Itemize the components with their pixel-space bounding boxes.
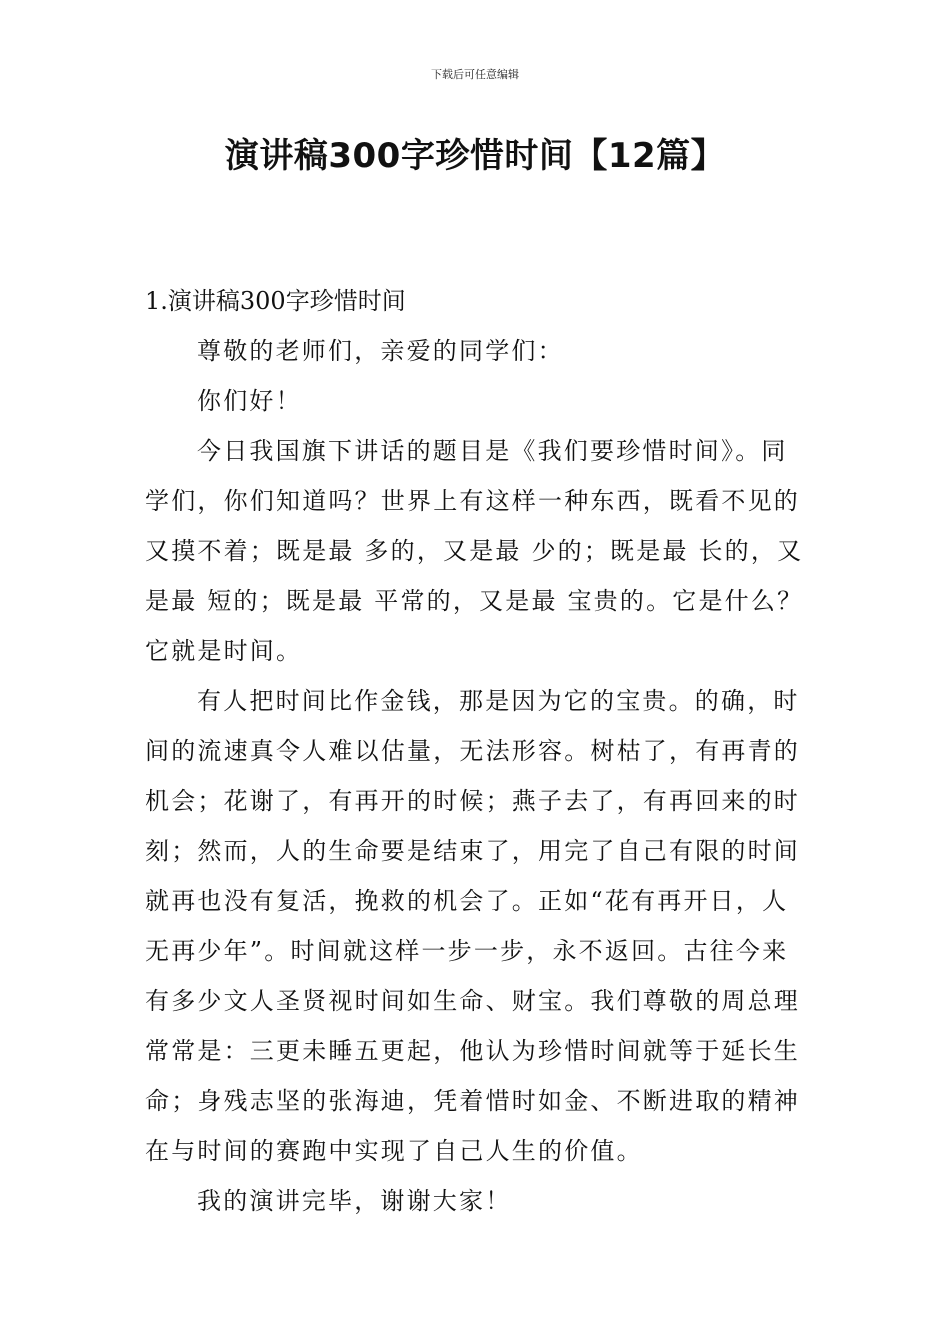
paragraph-line: 机会；花谢了，有再开的时候；燕子去了，有再回来的时 bbox=[145, 787, 800, 815]
paragraph-line: 它就是时间。 bbox=[145, 637, 303, 665]
paragraph-line: 无再少年”。时间就这样一步一步，永不返回。古往今来 bbox=[145, 937, 789, 965]
document-title: 演讲稿300字珍惜时间【12篇】 bbox=[224, 136, 726, 176]
closing-line: 我的演讲完毕，谢谢大家！ bbox=[197, 1187, 512, 1215]
paragraph-value-of-time bbox=[145, 676, 810, 1176]
section-heading: 1.演讲稿300字珍惜时间 bbox=[145, 287, 406, 315]
paragraph-line: 有人把时间比作金钱，那是因为它的宝贵。的确，时 bbox=[197, 687, 800, 715]
paragraph-line: 就再也没有复活，挽救的机会了。正如“花有再开日，人 bbox=[145, 887, 789, 915]
paragraph-topic bbox=[145, 426, 810, 676]
paragraph-line: 今日我国旗下讲话的题目是《我们要珍惜时间》。同 bbox=[197, 437, 788, 465]
greeting-line: 尊敬的老师们，亲爱的同学们： bbox=[197, 337, 564, 365]
paragraph-line: 是最 短的；既是最 平常的，又是最 宝贵的。它是什么？ bbox=[145, 587, 804, 615]
paragraph-line: 刻；然而，人的生命要是结束了，用完了自己有限的时间 bbox=[145, 837, 800, 865]
download-note: 下载后可任意编辑 bbox=[431, 68, 519, 81]
paragraph-line: 又摸不着；既是最 多的，又是最 少的；既是最 长的，又 bbox=[145, 537, 804, 565]
hello-paragraph bbox=[145, 376, 810, 426]
hello-line: 你们好！ bbox=[197, 387, 302, 415]
paragraph-line: 间的流速真令人难以估量，无法形容。树枯了，有再青的 bbox=[145, 737, 800, 765]
paragraph-line: 有多少文人圣贤视时间如生命、财宝。我们尊敬的周总理 bbox=[145, 987, 800, 1015]
closing-paragraph bbox=[145, 1176, 810, 1226]
paragraph-line: 命；身残志坚的张海迪，凭着惜时如金、不断进取的精神 bbox=[145, 1087, 800, 1115]
greeting-paragraph bbox=[145, 326, 810, 376]
paragraph-line: 学们，你们知道吗？世界上有这样一种东西，既看不见的 bbox=[145, 487, 800, 515]
paragraph-line: 常常是：三更未睡五更起，他认为珍惜时间就等于延长生 bbox=[145, 1037, 800, 1065]
paragraph-line: 在与时间的赛跑中实现了自己人生的价值。 bbox=[145, 1137, 643, 1165]
document-body bbox=[145, 276, 810, 1226]
